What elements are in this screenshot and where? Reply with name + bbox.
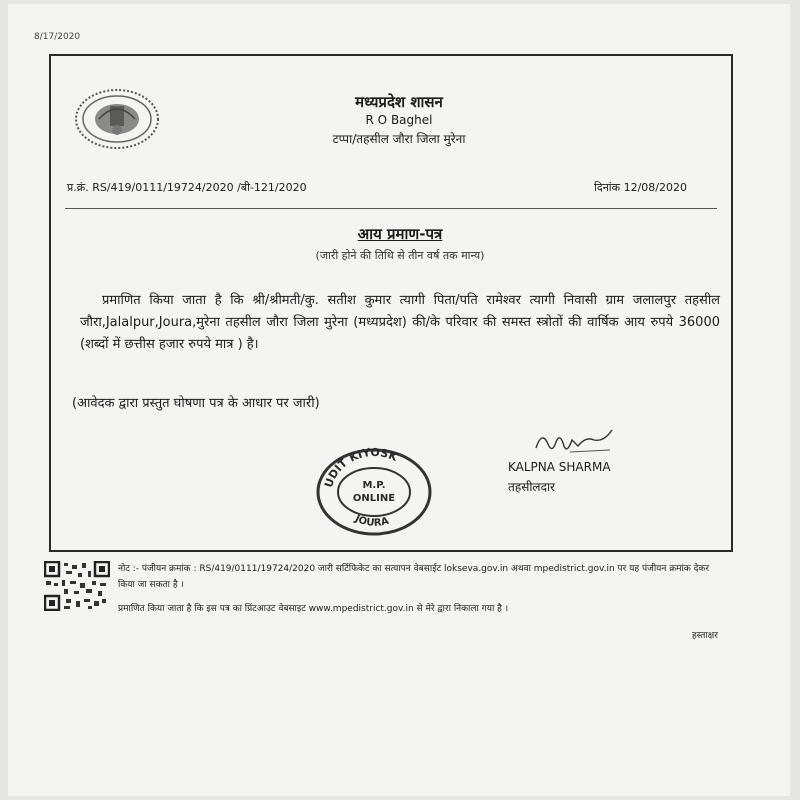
office-name: R O Baghel <box>365 113 433 127</box>
seal-middle-text-2: ONLINE <box>352 493 396 504</box>
reference-number: प्र.क्रं. RS/419/0111/19724/2020 /बी-121/2020 <box>67 181 307 194</box>
certificate-title: आय प्रमाण-पत्र <box>357 225 443 243</box>
verification-note: नोट :- पंजीयन क्रमांक : RS/419/0111/19724/2020 जारी सर्टिफिकेट का सत्यापन वेबसाईट lokseva.gov.in अथवा mpedistrict.gov.in पर यह पंजीयन क्रमांक देकर किया जा सकता है । <box>118 564 710 590</box>
qr-code-icon <box>44 561 110 611</box>
kiosk-seal <box>311 444 437 536</box>
issue-date: दिनांक 12/08/2020 <box>594 181 687 194</box>
government-heading: मध्यप्रदेश शासन <box>355 93 443 111</box>
officer-designation: तहसीलदार <box>508 480 555 494</box>
certificate-body-text: प्रमाणित किया जाता है कि श्री/श्रीमती/कु. सतीश कुमार त्यागी पिता/पति रामेश्वर त्यागी निवासी ग्राम जलालपुर तहसील जौरा,Jalalpur,Joura,मुरेना तहसील जौरा जिला मुरेना (मध्यप्रदेश) की/के परिवार की समस्त स्त्रोतों की वार्षिक आय रुपये 36000 (शब्दों में छत्तीस हजार रुपये मात्र ) है। <box>80 293 720 352</box>
certificate-body <box>80 290 720 356</box>
officer-name: KALPNA SHARMA <box>508 460 611 474</box>
validity-note: (जारी होने की तिथि से तीन वर्ष तक मान्य) <box>315 249 485 262</box>
issuance-basis: (आवेदक द्वारा प्रस्तुत घोषणा पत्र के आधार पर जारी) <box>72 396 320 411</box>
office-location: टप्पा/तहसील जौरा जिला मुरेना <box>332 132 466 146</box>
svg-text:UDIT KIYOSK <box>322 446 400 489</box>
seal-top-text: UDIT KIYOSK <box>322 445 400 490</box>
printout-note: प्रमाणित किया जाता है कि इस पत्र का प्रिंटआउट वेबसाइट www.mpedistrict.gov.in से मेरे द्वारा निकाला गया है । <box>118 604 509 614</box>
seal-middle-text-1: M.P. <box>362 480 386 491</box>
signature-label: हस्ताक्षर <box>692 631 718 641</box>
signature-mark <box>530 428 620 456</box>
seal-bottom-text: JOURA <box>353 513 391 529</box>
divider <box>65 208 717 209</box>
print-date: 8/17/2020 <box>34 32 81 42</box>
